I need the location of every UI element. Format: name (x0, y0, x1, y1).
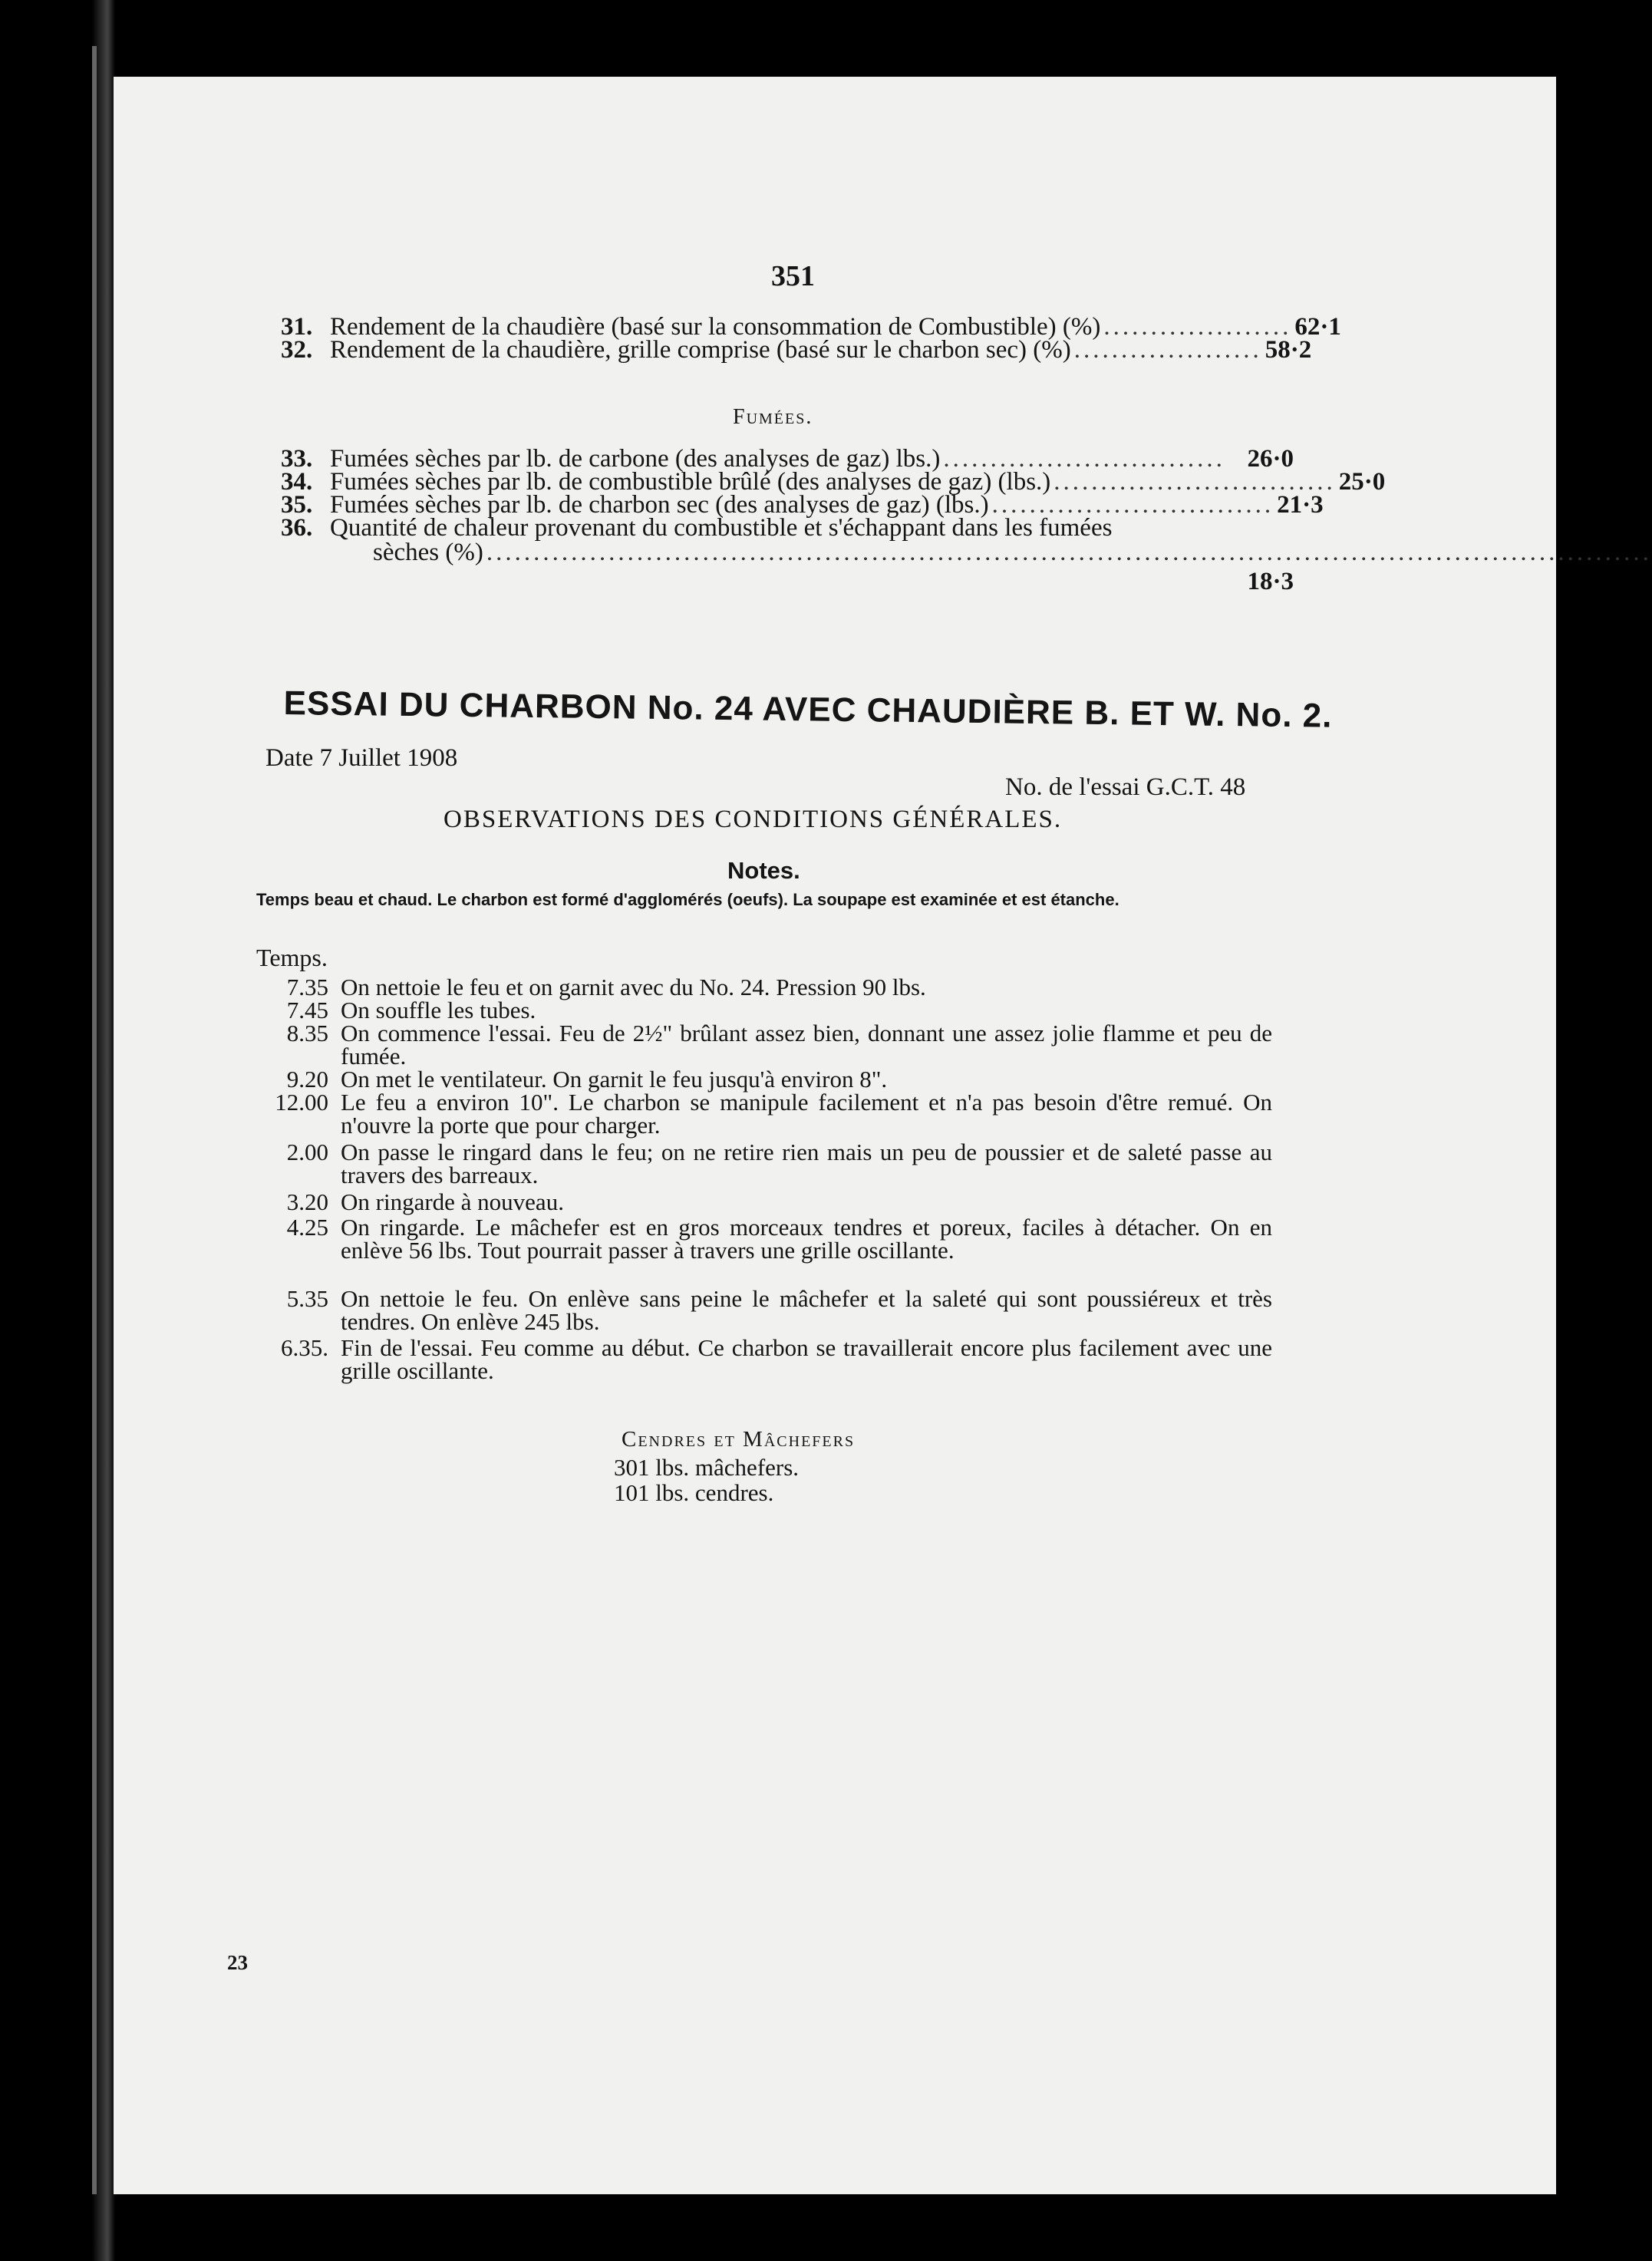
row-number: 35. (281, 491, 313, 519)
leader-dots: .................... (1073, 336, 1262, 364)
log-entry (252, 1068, 1272, 1091)
log-entry (252, 1091, 1272, 1137)
row-number: 36. (281, 514, 313, 542)
log-time: 7.45 (286, 997, 328, 1023)
section-title: ESSAI DU CHARBON No. 24 AVEC CHAUDIÈRE B. ET W. No. 2. (283, 684, 1333, 735)
row-text: Fumées sèches par lb. de charbon sec (des analyses de gaz) (lbs.) (330, 491, 989, 519)
fumees-row-value (1074, 568, 1294, 596)
log-entry (252, 1287, 1272, 1333)
log-time: 3.20 (286, 1188, 328, 1215)
log-time: 5.35 (286, 1285, 328, 1312)
leader-dots: ............................................................................................................................ (486, 539, 1652, 566)
log-entry (252, 1022, 1272, 1068)
leader-dots: .............................. (991, 491, 1274, 519)
fumees-row-continuation (373, 539, 1652, 567)
log-entry (252, 1188, 1272, 1215)
log-entry (252, 1141, 1272, 1187)
log-time: 4.25 (286, 1214, 328, 1241)
row-text: Rendement de la chaudière (basé sur la consommation de Combustible) (%) (330, 313, 1101, 341)
leader-dots: .................... (1103, 313, 1292, 341)
row-number: 32. (281, 336, 313, 364)
row-text: Fumées sèches par lb. de combustible brûlé (des analyses de gaz) (lbs.) (330, 468, 1051, 496)
row-value: 62·1 (1294, 313, 1341, 341)
log-time: 12.00 (275, 1089, 328, 1116)
log-entry (252, 999, 1272, 1022)
page-number: 351 (771, 260, 815, 292)
test-date: Date 7 Juillet 1908 (265, 744, 458, 772)
log-time: 9.20 (286, 1066, 328, 1093)
ash-line: 101 lbs. cendres. (614, 1479, 774, 1506)
notes-heading: Notes. (727, 857, 800, 884)
signature-number: 23 (227, 1951, 248, 1974)
row-text: Fumées sèches par lb. de carbone (des analyses de gaz) lbs.) (330, 445, 941, 473)
fumees-heading: Fumées. (733, 405, 813, 429)
log-text: Le feu a environ 10". Le charbon se manipule facilement et n'a pas besoin d'être remué. On n'ouvre la porte que pour charger. (341, 1089, 1272, 1139)
observations-heading: OBSERVATIONS DES CONDITIONS GÉNÉRALES. (444, 806, 1063, 833)
row-number: 34. (281, 468, 313, 496)
log-text: On nettoie le feu et on garnit avec du No. 24. Pression 90 lbs. (341, 974, 926, 1000)
log-text: On passe le ringard dans le feu; on ne retire rien mais un peu de poussier et de saleté passe au travers des barreaux. (341, 1139, 1272, 1188)
book-spine (92, 46, 97, 2194)
row-number: 33. (281, 445, 313, 473)
log-time: 2.00 (286, 1139, 328, 1165)
row-value: 26·0 (1247, 445, 1294, 473)
row-value: 21·3 (1277, 491, 1324, 519)
ash-heading: Cendres et Mâchefers (622, 1427, 856, 1452)
log-text: Fin de l'essai. Feu comme au début. Ce charbon se travaillerait encore plus facilement avec une grille oscillante. (341, 1334, 1272, 1384)
log-entry (252, 976, 1272, 999)
row-value: 25·0 (1338, 468, 1386, 496)
row-number: 31. (281, 313, 313, 341)
log-text: On souffle les tubes. (341, 997, 536, 1023)
row-value: 18·3 (1247, 568, 1294, 595)
test-number: No. de l'essai G.C.T. 48 (1005, 773, 1246, 801)
row-value: 58·2 (1265, 336, 1312, 364)
row-text: Quantité de chaleur provenant du combustible et s'échappant dans les fumées (330, 514, 1113, 542)
leader-dots: .............................. (943, 445, 1225, 473)
log-text: On ringarde. Le mâchefer est en gros morceaux tendres et poreux, faciles à détacher. On en enlève 56 lbs. Tout pourrait passer à travers une grille oscillante. (341, 1214, 1272, 1264)
leader-dots: .............................. (1054, 468, 1336, 496)
ash-line: 301 lbs. mâchefers. (614, 1454, 800, 1481)
efficiency-row (281, 336, 1312, 364)
log-text: On ringarde à nouveau. (341, 1188, 564, 1215)
log-text: On nettoie le feu. On enlève sans peine le mâchefer et la saleté qui sont poussiéreux et très tendres. On enlève 245 lbs. (341, 1285, 1272, 1335)
log-entry (252, 1336, 1272, 1383)
film-gutter (0, 0, 115, 2261)
weather-note: Temps beau et chaud. Le charbon est formé d'agglomérés (oeufs). La soupape est examinée et est étanche. (256, 890, 1119, 909)
time-column-label: Temps. (256, 944, 328, 971)
log-time: 7.35 (286, 974, 328, 1000)
log-entry (252, 1216, 1272, 1262)
row-text: Rendement de la chaudière, grille comprise (basé sur le charbon sec) (%) (330, 336, 1071, 364)
log-text: On met le ventilateur. On garnit le feu jusqu'à environ 8". (341, 1066, 888, 1093)
log-text: On commence l'essai. Feu de 2½" brûlant assez bien, donnant une assez jolie flamme et peu de fumée. (341, 1020, 1272, 1070)
log-time: 8.35 (286, 1020, 328, 1046)
log-time: 6.35. (281, 1334, 328, 1361)
row-text: sèches (%) (373, 539, 483, 566)
